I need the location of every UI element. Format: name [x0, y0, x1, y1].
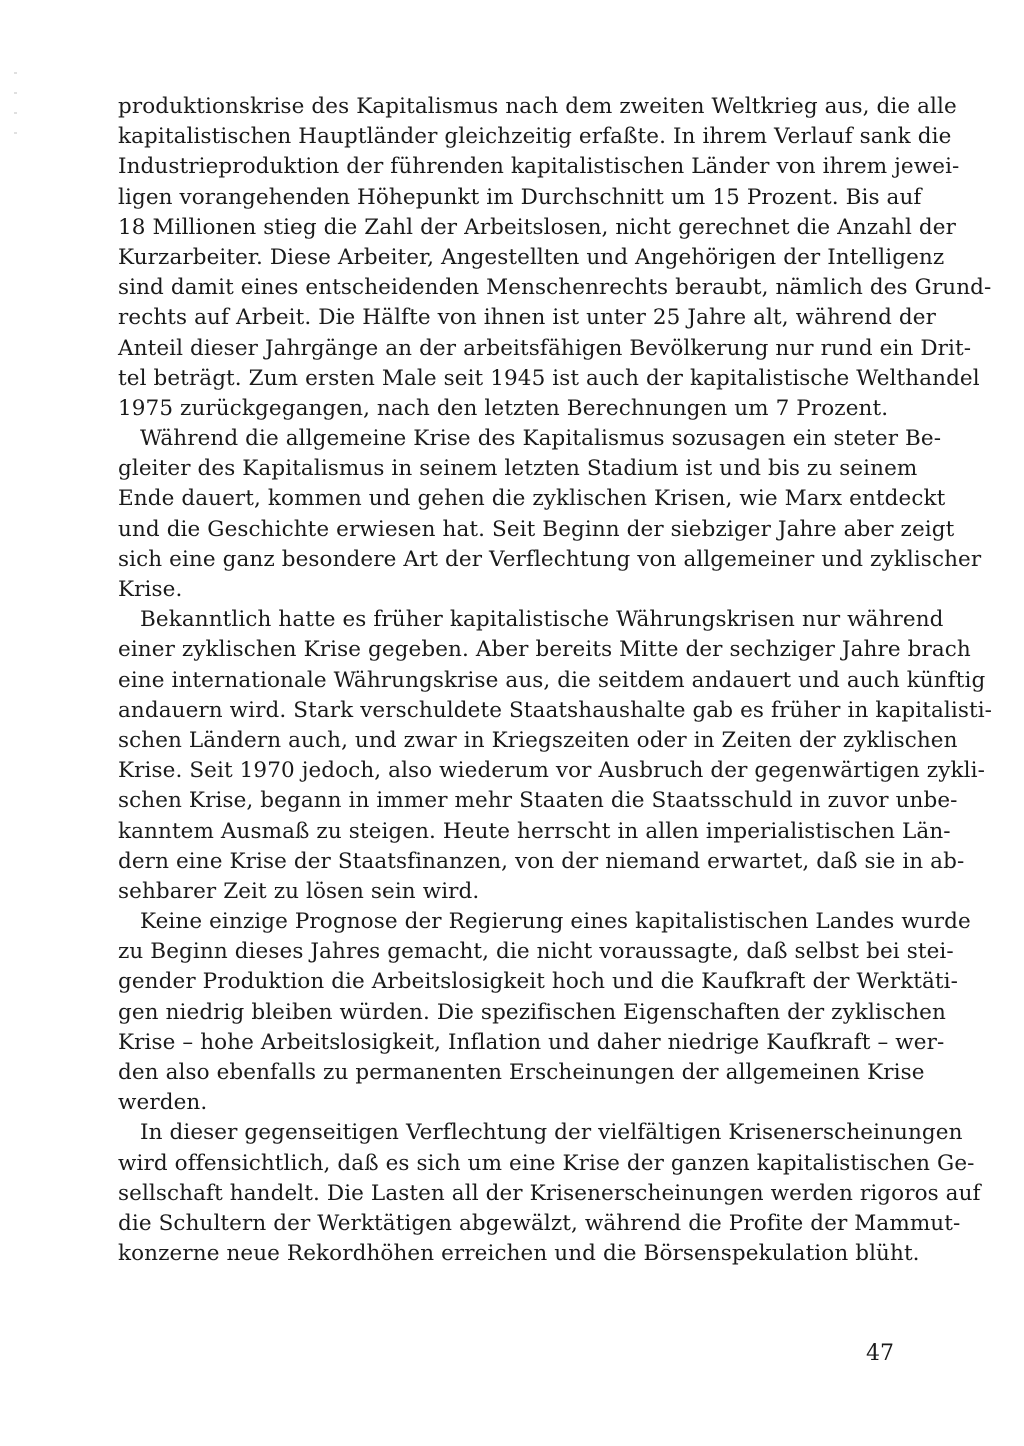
body-text	[118, 92, 993, 1269]
text-line: Krise. Seit 1970 jedoch, also wiederum vor Ausbruch der gegenwärtigen zykli-	[118, 758, 985, 784]
text-line: Ende dauert, kommen und gehen die zyklischen Krisen, wie Marx entdeckt	[118, 486, 946, 512]
text-line: Industrieproduktion der führenden kapitalistischen Länder von ihrem jewei-	[118, 154, 960, 180]
text-line: werden.	[118, 1090, 208, 1116]
text-line: schen Krise, begann in immer mehr Staaten die Staatsschuld in zuvor unbe-	[118, 788, 958, 814]
text-line: sind damit eines entscheidenden Menschenrechts beraubt, nämlich des Grund-	[118, 275, 992, 301]
text-line: Anteil dieser Jahrgänge an der arbeitsfähigen Bevölkerung nur rund ein Drit-	[118, 335, 972, 361]
text-line: Bekanntlich hatte es früher kapitalistische Währungskrisen nur während	[140, 607, 944, 633]
paragraph	[118, 92, 992, 424]
text-line: schen Ländern auch, und zwar in Kriegszeiten oder in Zeiten der zyklischen	[118, 727, 958, 753]
text-line: Während die allgemeine Krise des Kapitalismus sozusagen ein steter Be-	[140, 426, 942, 452]
text-line: sich eine ganz besondere Art der Verflechtung von allgemeiner und zyklischer	[118, 546, 982, 572]
text-line: konzerne neue Rekordhöhen erreichen und die Börsenspekulation blüht.	[118, 1241, 920, 1267]
text-line: 1975 zurückgegangen, nach den letzten Berechnungen um 7 Prozent.	[118, 395, 889, 421]
page-number: 47	[866, 1341, 894, 1366]
text-line: Kurzarbeiter. Diese Arbeiter, Angestellten und Angehörigen der Intelligenz	[118, 244, 945, 270]
text-line: gen niedrig bleiben würden. Die spezifischen Eigenschaften der zyklischen	[118, 999, 946, 1025]
text-line: kapitalistischen Hauptländer gleichzeitig erfaßte. In ihrem Verlauf sank die	[118, 124, 952, 150]
scan-artifact	[14, 72, 18, 168]
text-line: Keine einzige Prognose der Regierung eines kapitalistischen Landes wurde	[140, 909, 971, 935]
text-line: Krise.	[118, 577, 183, 602]
paragraph	[118, 424, 982, 605]
text-line: gender Produktion die Arbeitslosigkeit hoch und die Kaufkraft der Werktäti-	[118, 969, 958, 995]
text-line: dern eine Krise der Staatsfinanzen, von der niemand erwartet, daß sie in ab-	[118, 848, 965, 874]
text-line: In dieser gegenseitigen Verflechtung der vielfältigen Krisenerscheinungen	[140, 1120, 963, 1146]
text-line: kanntem Ausmaß zu steigen. Heute herrscht in allen imperialistischen Län-	[118, 818, 951, 844]
paragraph	[118, 605, 993, 907]
text-line: einer zyklischen Krise gegeben. Aber bereits Mitte der sechziger Jahre brach	[118, 637, 971, 663]
text-line: rechts auf Arbeit. Die Hälfte von ihnen ist unter 25 Jahre alt, während der	[118, 305, 936, 331]
text-line: sehbarer Zeit zu lösen sein wird.	[118, 878, 480, 904]
text-line: produktionskrise des Kapitalismus nach dem zweiten Weltkrieg aus, die alle	[118, 94, 957, 119]
text-line: eine internationale Währungskrise aus, die seitdem andauert und auch künftig	[118, 667, 986, 693]
text-line: andauern wird. Stark verschuldete Staatshaushalte gab es früher in kapitalisti-	[118, 697, 993, 723]
text-line: gleiter des Kapitalismus in seinem letzten Stadium ist und bis zu seinem	[118, 456, 918, 482]
paragraph	[118, 907, 971, 1118]
text-line: und die Geschichte erwiesen hat. Seit Beginn der siebziger Jahre aber zeigt	[118, 516, 955, 542]
text-line: tel beträgt. Zum ersten Male seit 1945 ist auch der kapitalistische Welthandel	[118, 365, 980, 391]
text-line: zu Beginn dieses Jahres gemacht, die nicht voraussagte, daß selbst bei stei-	[118, 939, 954, 965]
text-line: ligen vorangehenden Höhepunkt im Durchschnitt um 15 Prozent. Bis auf	[118, 184, 922, 210]
text-line: 18 Millionen stieg die Zahl der Arbeitslosen, nicht gerechnet die Anzahl der	[118, 214, 956, 240]
text-line: Krise – hohe Arbeitslosigkeit, Inflation und daher niedrige Kaufkraft – wer-	[118, 1029, 945, 1055]
text-line: wird offensichtlich, daß es sich um eine Krise der ganzen kapitalistischen Ge-	[118, 1150, 975, 1176]
text-line: den also ebenfalls zu permanenten Erscheinungen der allgemeinen Krise	[118, 1060, 925, 1085]
text-line: die Schultern der Werktätigen abgewälzt, während die Profite der Mammut-	[118, 1210, 961, 1236]
paragraph	[118, 1118, 981, 1269]
text-line: sellschaft handelt. Die Lasten all der Krisenerscheinungen werden rigoros auf	[118, 1180, 981, 1206]
